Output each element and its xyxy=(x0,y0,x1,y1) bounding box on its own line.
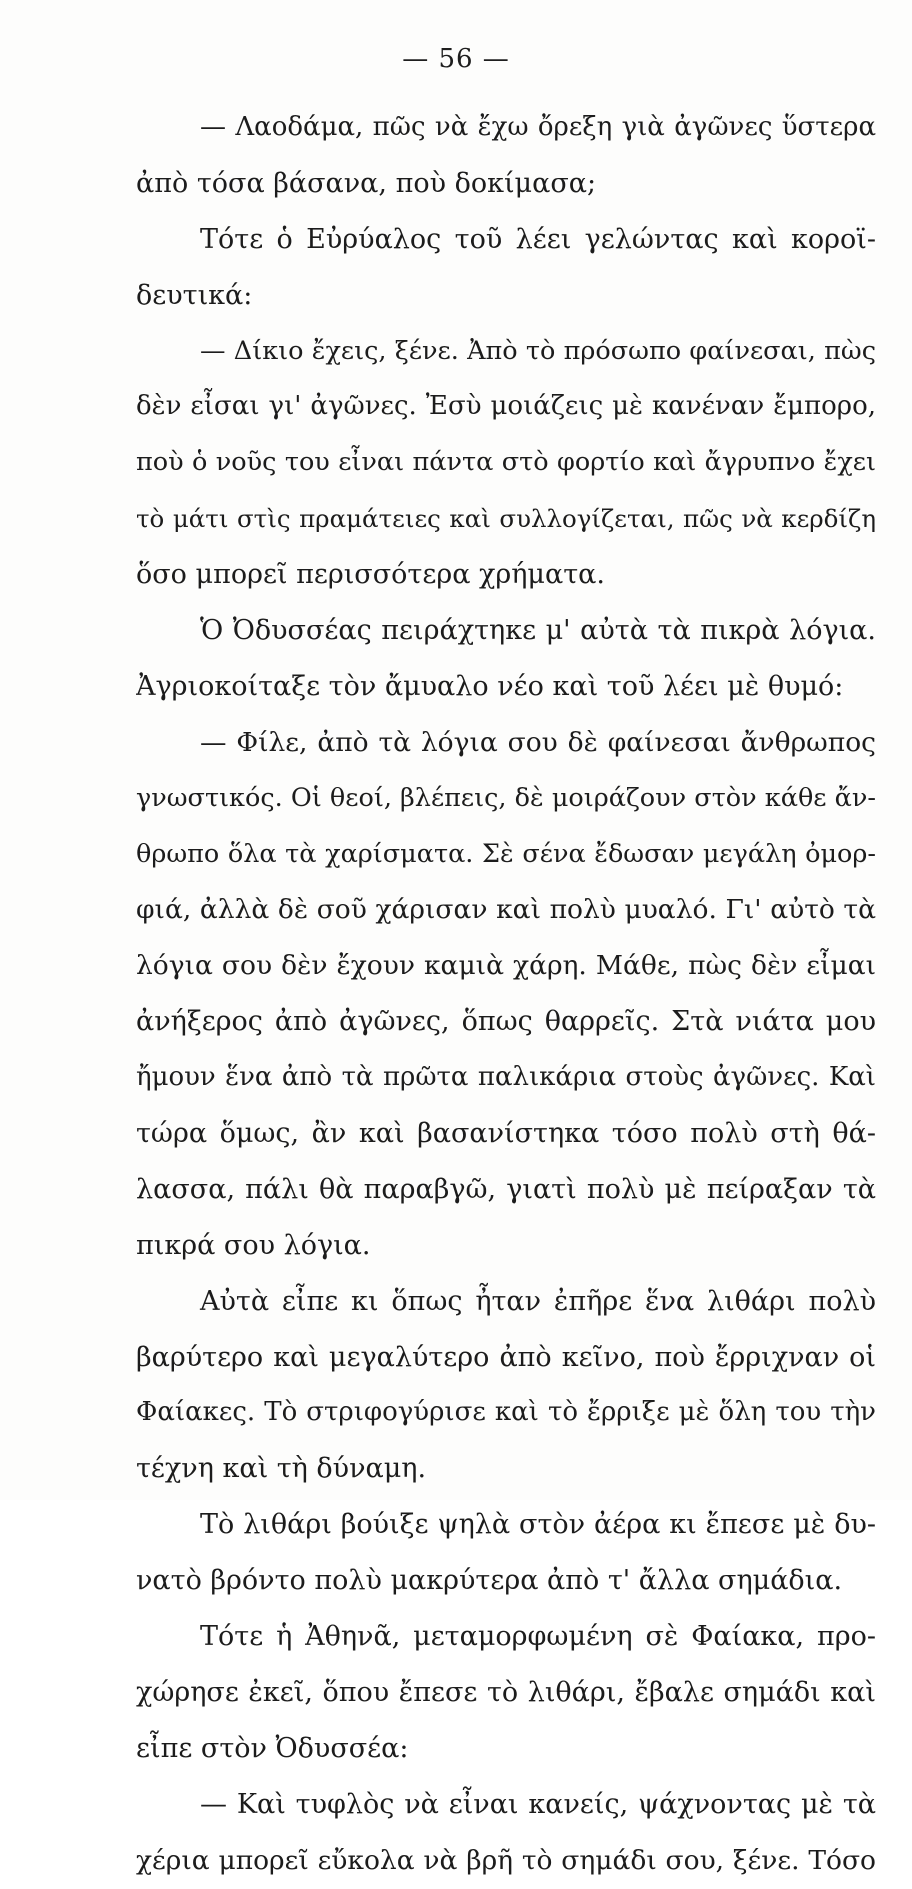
text-line: δὲν εἶσαι γι' ἀγῶνες. Ἐσὺ μοιάζεις μὲ κανέναν ἔμπορο, xyxy=(136,391,876,422)
text-line: πικρά σου λόγια. xyxy=(136,1229,371,1261)
text-line: — Δίκιο ἔχεις, ξένε. Ἀπὸ τὸ πρόσωπο φαίνεσαι, πὼς xyxy=(200,335,876,366)
text-line: χώρησε ἐκεῖ, ὅπου ἔπεσε τὸ λιθάρι, ἔβαλε σημάδι καὶ xyxy=(136,1676,876,1708)
page-number: — 56 — xyxy=(402,44,510,74)
text-line: ποὺ ὁ νοῦς του εἶναι πάντα στὸ φορτίο καὶ ἄγρυπνο ἔχει xyxy=(136,447,876,478)
text-line: Ὁ Ὀδυσσέας πειράχτηκε μ' αὐτὰ τὰ πικρὰ λόγια. xyxy=(200,615,876,647)
text-line: ἀνήξερος ἀπὸ ἀγῶνες, ὅπως θαρρεῖς. Στὰ νιάτα μου xyxy=(136,1006,876,1038)
text-line: φιά, ἀλλὰ δὲ σοῦ χάρισαν καὶ πολὺ μυαλό. Γι' αὐτὸ τὰ xyxy=(136,894,876,926)
text-line: Τότε ἡ Ἀθηνᾶ, μεταμορφωμένη σὲ Φαίακα, προ- xyxy=(200,1621,876,1653)
text-line: — Λαοδάμα, πῶς νὰ ἔχω ὄρεξη γιὰ ἀγῶνες ὕστερα xyxy=(200,112,876,142)
text-line: Ἀγριοκοίταξε τὸν ἄμυαλο νέο καὶ τοῦ λέει μὲ θυμό: xyxy=(136,670,844,702)
text-line: — Καὶ τυφλὸς νὰ εἶναι κανείς, ψάχνοντας μὲ τὰ xyxy=(200,1788,876,1820)
text-line: ἤμουν ἕνα ἀπὸ τὰ πρῶτα παλικάρια στοὺς ἀγῶνες. Καὶ xyxy=(136,1062,876,1093)
text-line: Τὸ λιθάρι βούιξε ψηλὰ στὸν ἀέρα κι ἔπεσε μὲ δυ- xyxy=(200,1509,876,1541)
text-line: Αὐτὰ εἶπε κι ὅπως ἦταν ἐπῆρε ἕνα λιθάρι πολὺ xyxy=(200,1285,876,1317)
text-line: ἀπὸ τόσα βάσανα, ποὺ δοκίμασα; xyxy=(136,167,597,199)
text-line: τὸ μάτι στὶς πραμάτειες καὶ συλλογίζεται, πῶς νὰ κερδίζη xyxy=(136,504,876,534)
text-line: τέχνη καὶ τὴ δύναμη. xyxy=(136,1453,427,1485)
text-line: — Φίλε, ἀπὸ τὰ λόγια σου δὲ φαίνεσαι ἄνθρωπος xyxy=(200,726,876,758)
text-line: Τότε ὁ Εὐρύαλος τοῦ λέει γελώντας καὶ κοροϊ- xyxy=(200,223,876,255)
text-line: νατὸ βρόντο πολὺ μακρύτερα ἀπὸ τ' ἄλλα σημάδια. xyxy=(136,1565,843,1597)
text-line: εἶπε στὸν Ὀδυσσέα: xyxy=(136,1732,409,1764)
text-line: θρωπο ὅλα τὰ χαρίσματα. Σὲ σένα ἔδωσαν μεγάλη ὀμορ- xyxy=(136,838,876,869)
text-line: λασσα, πάλι θὰ παραβγῶ, γιατὶ πολὺ μὲ πείραξαν τὰ xyxy=(136,1173,876,1205)
text-line: χέρια μπορεῖ εὔκολα νὰ βρῆ τὸ σημάδι σου, ξένε. Τόσο xyxy=(136,1844,876,1876)
text-line: λόγια σου δὲν ἔχουν καμιὰ χάρη. Μάθε, πὼς δὲν εἶμαι xyxy=(136,950,876,982)
text-line: ὅσο μπορεῖ περισσότερα χρήματα. xyxy=(136,559,605,591)
text-line: βαρύτερο καὶ μεγαλύτερο ἀπὸ κεῖνο, ποὺ ἔρριχναν οἱ xyxy=(136,1341,876,1373)
text-line: Φαίακες. Τὸ στριφογύρισε καὶ τὸ ἔρριξε μὲ ὅλη του τὴν xyxy=(136,1397,876,1428)
text-line: γνωστικός. Οἱ θεοί, βλέπεις, δὲ μοιράζουν στὸν κάθε ἄν- xyxy=(136,782,876,813)
text-body xyxy=(136,100,876,1889)
text-line: δευτικά: xyxy=(136,279,253,311)
text-line: τώρα ὅμως, ἂν καὶ βασανίστηκα τόσο πολὺ στὴ θά- xyxy=(136,1118,876,1150)
